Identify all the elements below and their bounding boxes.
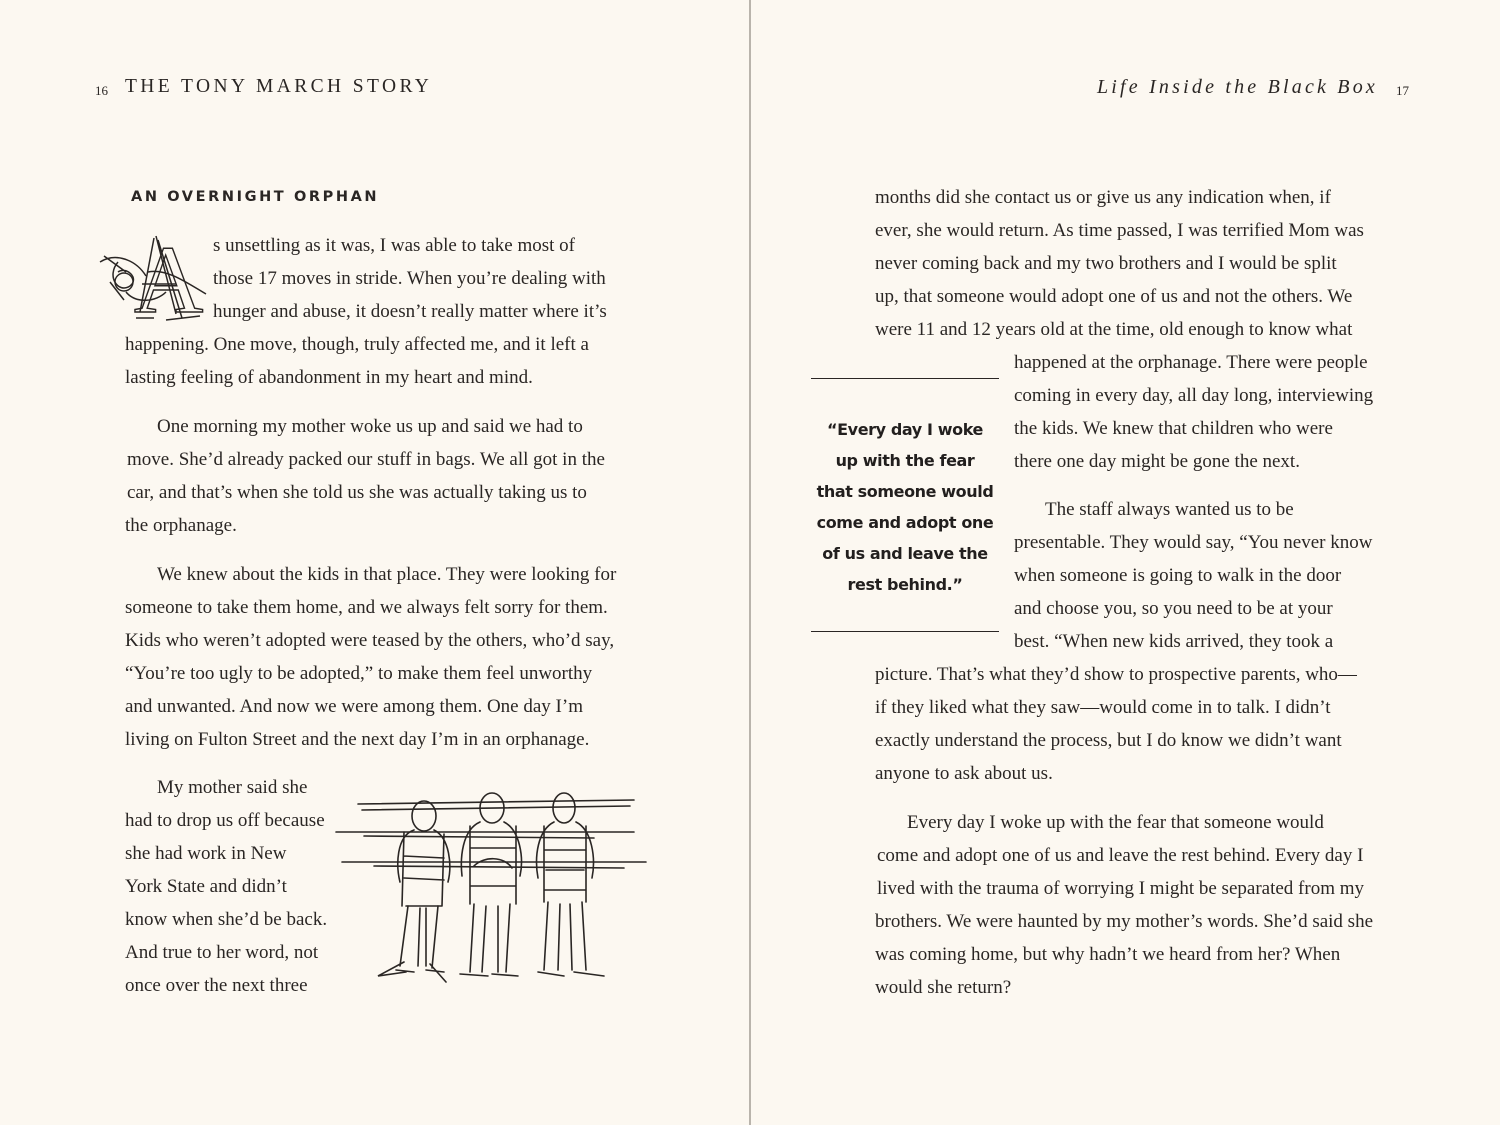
left-body-line: York State and didn’t	[125, 876, 287, 897]
right-body-line: exactly understand the process, but I do know we didn’t want	[875, 730, 1342, 751]
left-page-number: 16	[95, 83, 108, 98]
pull-quote-line: rest behind.”	[847, 575, 963, 594]
pull-quote-line: of us and leave the	[822, 544, 988, 563]
left-body-line: One morning my mother woke us up and said we had to	[157, 416, 583, 437]
left-body-line: had to drop us off because	[125, 810, 325, 831]
left-body-line: she had work in New	[125, 843, 287, 864]
right-body-line: never coming back and my two brothers and I would be split	[875, 253, 1337, 274]
left-body-line: “You’re too ugly to be adopted,” to make them feel unworthy	[125, 663, 593, 684]
right-body-line: was coming home, but why hadn’t we heard from her? When	[875, 944, 1341, 965]
right-body-line: Every day I woke up with the fear that someone would	[907, 812, 1324, 833]
pull-quote-line: up with the fear	[835, 451, 975, 470]
right-body-line: presentable. They would say, “You never know	[1014, 532, 1373, 553]
right-body-line: picture. That’s what they’d show to prospective parents, who—	[875, 664, 1357, 685]
right-body-line: best. “When new kids arrived, they took a	[1014, 631, 1334, 652]
left-body-line: We knew about the kids in that place. They were looking for	[157, 564, 617, 585]
right-body-line: The staff always wanted us to be	[1045, 499, 1294, 520]
right-body-line: lived with the trauma of worrying I might be separated from my	[877, 878, 1365, 899]
right-body-line: the kids. We knew that children who were	[1014, 418, 1333, 439]
right-body-line: anyone to ask about us.	[875, 763, 1053, 784]
pull-quote-line: come and adopt one	[816, 513, 994, 532]
left-body-line: know when she’d be back.	[125, 909, 328, 930]
right-body-line: if they liked what they saw—would come in to talk. I didn’t	[875, 697, 1331, 718]
pull-quote-rule-top	[811, 378, 999, 379]
left-body-line: someone to take them home, and we always felt sorry for them.	[125, 597, 608, 618]
right-body-line: were 11 and 12 years old at the time, old enough to know what	[875, 319, 1353, 340]
three-brothers-sketch-illustration	[334, 786, 652, 992]
book-gutter	[749, 0, 751, 1125]
right-running-head: Life Inside the Black Box	[1096, 76, 1378, 98]
left-body-line: happening. One move, though, truly affected me, and it left a	[125, 334, 589, 355]
right-body-line: would she return?	[875, 977, 1012, 998]
pull-quote-line: that someone would	[816, 482, 994, 501]
left-body-line: once over the next three	[125, 975, 308, 996]
drop-cap-sketch-illustration	[96, 226, 211, 333]
right-page-number: 17	[1396, 83, 1409, 98]
right-body-line: happened at the orphanage. There were people	[1014, 352, 1368, 373]
left-body-line: car, and that’s when she told us she was actually taking us to	[127, 482, 587, 503]
left-body-line: living on Fulton Street and the next day I’m in an orphanage.	[125, 729, 590, 750]
right-body-line: and choose you, so you need to be at your	[1014, 598, 1333, 619]
pull-quote-line: “Every day I woke	[827, 420, 983, 439]
right-body-line: come and adopt one of us and leave the rest behind. Every day I	[877, 845, 1364, 866]
pull-quote-rule-bottom	[811, 631, 999, 632]
right-body-line: up, that someone would adopt one of us and not the others. We	[875, 286, 1353, 307]
left-running-head: THE TONY MARCH STORY	[125, 76, 433, 97]
left-body-line: s unsettling as it was, I was able to take most of	[213, 235, 575, 256]
section-heading: AN OVERNIGHT ORPHAN	[131, 189, 380, 205]
right-body-line: months did she contact us or give us any indication when, if	[875, 187, 1331, 208]
left-body-line: And true to her word, not	[125, 942, 319, 963]
right-body-line: there one day might be gone the next.	[1014, 451, 1300, 472]
left-body-line: move. She’d already packed our stuff in bags. We all got in the	[127, 449, 605, 470]
left-body-line: and unwanted. And now we were among them. One day I’m	[125, 696, 583, 717]
left-body-line: hunger and abuse, it doesn’t really matter where it’s	[213, 301, 607, 322]
left-body-line: Kids who weren’t adopted were teased by the others, who’d say,	[125, 630, 615, 651]
pull-quote	[808, 414, 1002, 600]
right-body-line: ever, she would return. As time passed, I was terrified Mom was	[875, 220, 1364, 241]
left-body-line: those 17 moves in stride. When you’re dealing with	[213, 268, 606, 289]
left-body-line: lasting feeling of abandonment in my heart and mind.	[125, 367, 533, 388]
drop-cap-letter: A	[134, 226, 204, 333]
left-body-line: My mother said she	[157, 777, 308, 798]
right-body-line: when someone is going to walk in the door	[1014, 565, 1342, 586]
right-body-line: brothers. We were haunted by my mother’s words. She’d said she	[875, 911, 1373, 932]
right-body-line: coming in every day, all day long, interviewing	[1014, 385, 1374, 406]
left-body-line: the orphanage.	[125, 515, 237, 536]
